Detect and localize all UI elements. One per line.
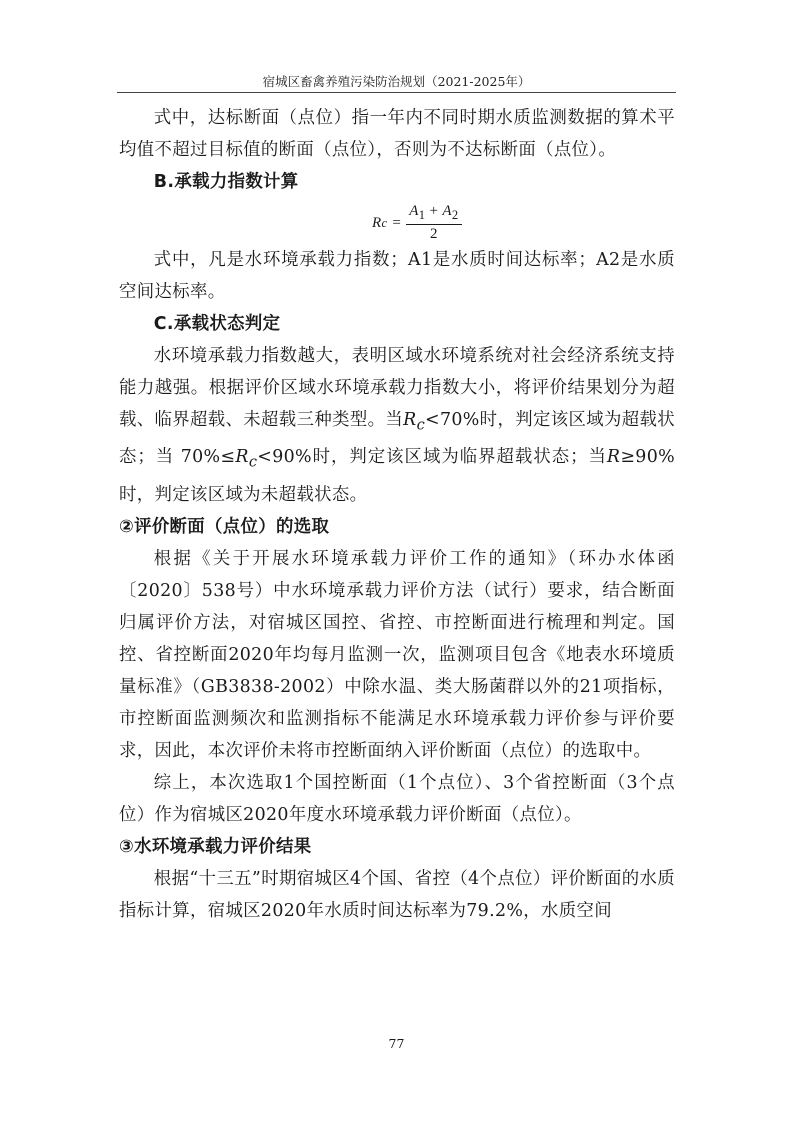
paragraph-standard-definition: 式中，达标断面（点位）指一年内不同时期水质监测数据的算术平均值不超过目标值的断面（点位），否则为不达标断面（点位）。 (119, 108, 675, 160)
status-text-1: 水环境承载力指数越大，表明区域水环境系统对社会经济系统支持能力越强。根据评价区域水环境承载力指数大小，将评价结果划分为超载、临界超载、未超载三种类型。当 (119, 346, 675, 430)
status-text-4: ≥90%时，判定该区域为未超载状态。 (119, 447, 675, 505)
formula-lhs-var: R (372, 214, 382, 231)
formula-a2-sub: 2 (451, 208, 459, 222)
formula-denominator: 2 (429, 226, 438, 242)
paragraph-selection-summary: 综上，本次选取1个国控断面（1个点位）、3个省控断面（3个点位）作为宿城区2020年度水环境承载力评价断面（点位）。 (119, 772, 675, 825)
page-body (119, 102, 675, 927)
heading-status-judgement: C.承载状态判定 (153, 314, 281, 334)
heading-capacity-index: B.承载力指数计算 (153, 172, 299, 192)
status-r-var-2: R (235, 447, 249, 468)
page-number: 77 (388, 1036, 405, 1051)
running-header: 宿城区畜禽养殖污染防治规划（2021-2025年） (262, 74, 531, 89)
formula-a1: A (409, 203, 419, 219)
formula-a2: A (442, 203, 452, 219)
header-divider (117, 92, 676, 93)
formula-equals: = (392, 214, 402, 231)
status-r-var-1: R (403, 410, 417, 430)
section-heading-results: ③水环境承载力评价结果 (119, 836, 312, 857)
paragraph-formula-explanation: 式中，凡是水环境承载力指数；A1是水质时间达标率；A2是水质空间达标率。 (119, 250, 675, 302)
paragraph-status-thresholds (119, 340, 675, 511)
status-r-sub-1: c (416, 417, 426, 434)
formula-fraction (406, 202, 461, 243)
status-text-2: <70%时，判定该区域为超载状态；当 70%≤ (119, 410, 675, 468)
formula-numerator (406, 202, 461, 225)
formula-plus: + (429, 203, 439, 219)
status-r-sub-2: c (248, 454, 258, 471)
formula-a1-sub: 1 (418, 208, 426, 222)
status-r-var-3: R (606, 447, 621, 468)
formula-capacity-index (119, 198, 675, 244)
paragraph-results: 根据“十三五”时期宿城区4个国、省控（4个点位）评价断面的水质指标计算，宿城区2020年水质时间达标率为79.2%，水质空间 (119, 868, 675, 921)
section-heading-selection: ②评价断面（点位）的选取 (119, 516, 330, 537)
paragraph-section-selection: 根据《关于开展水环境承载力评价工作的通知》（环办水体函〔2020〕538号）中水环境承载力评价方法（试行）要求，结合断面归属评价方法，对宿城区国控、省控、市控断面进行梳理和判定。国控、省控断面2020年均每月监测一次，监测项目包含《地表水环境质量标准》（GB3838-2002）中除水温、类大肠菌群以外的21项指标，市控断面监测频次和监测指标不能满足水环境承载力评价参与评价要求，因此，本次评价未将市控断面纳入评价断面（点位）的选取中。 (119, 548, 675, 761)
formula-lhs-sub: c (381, 215, 388, 230)
status-text-3: <90%时，判定该区域为临界超载状态；当 (257, 447, 607, 468)
